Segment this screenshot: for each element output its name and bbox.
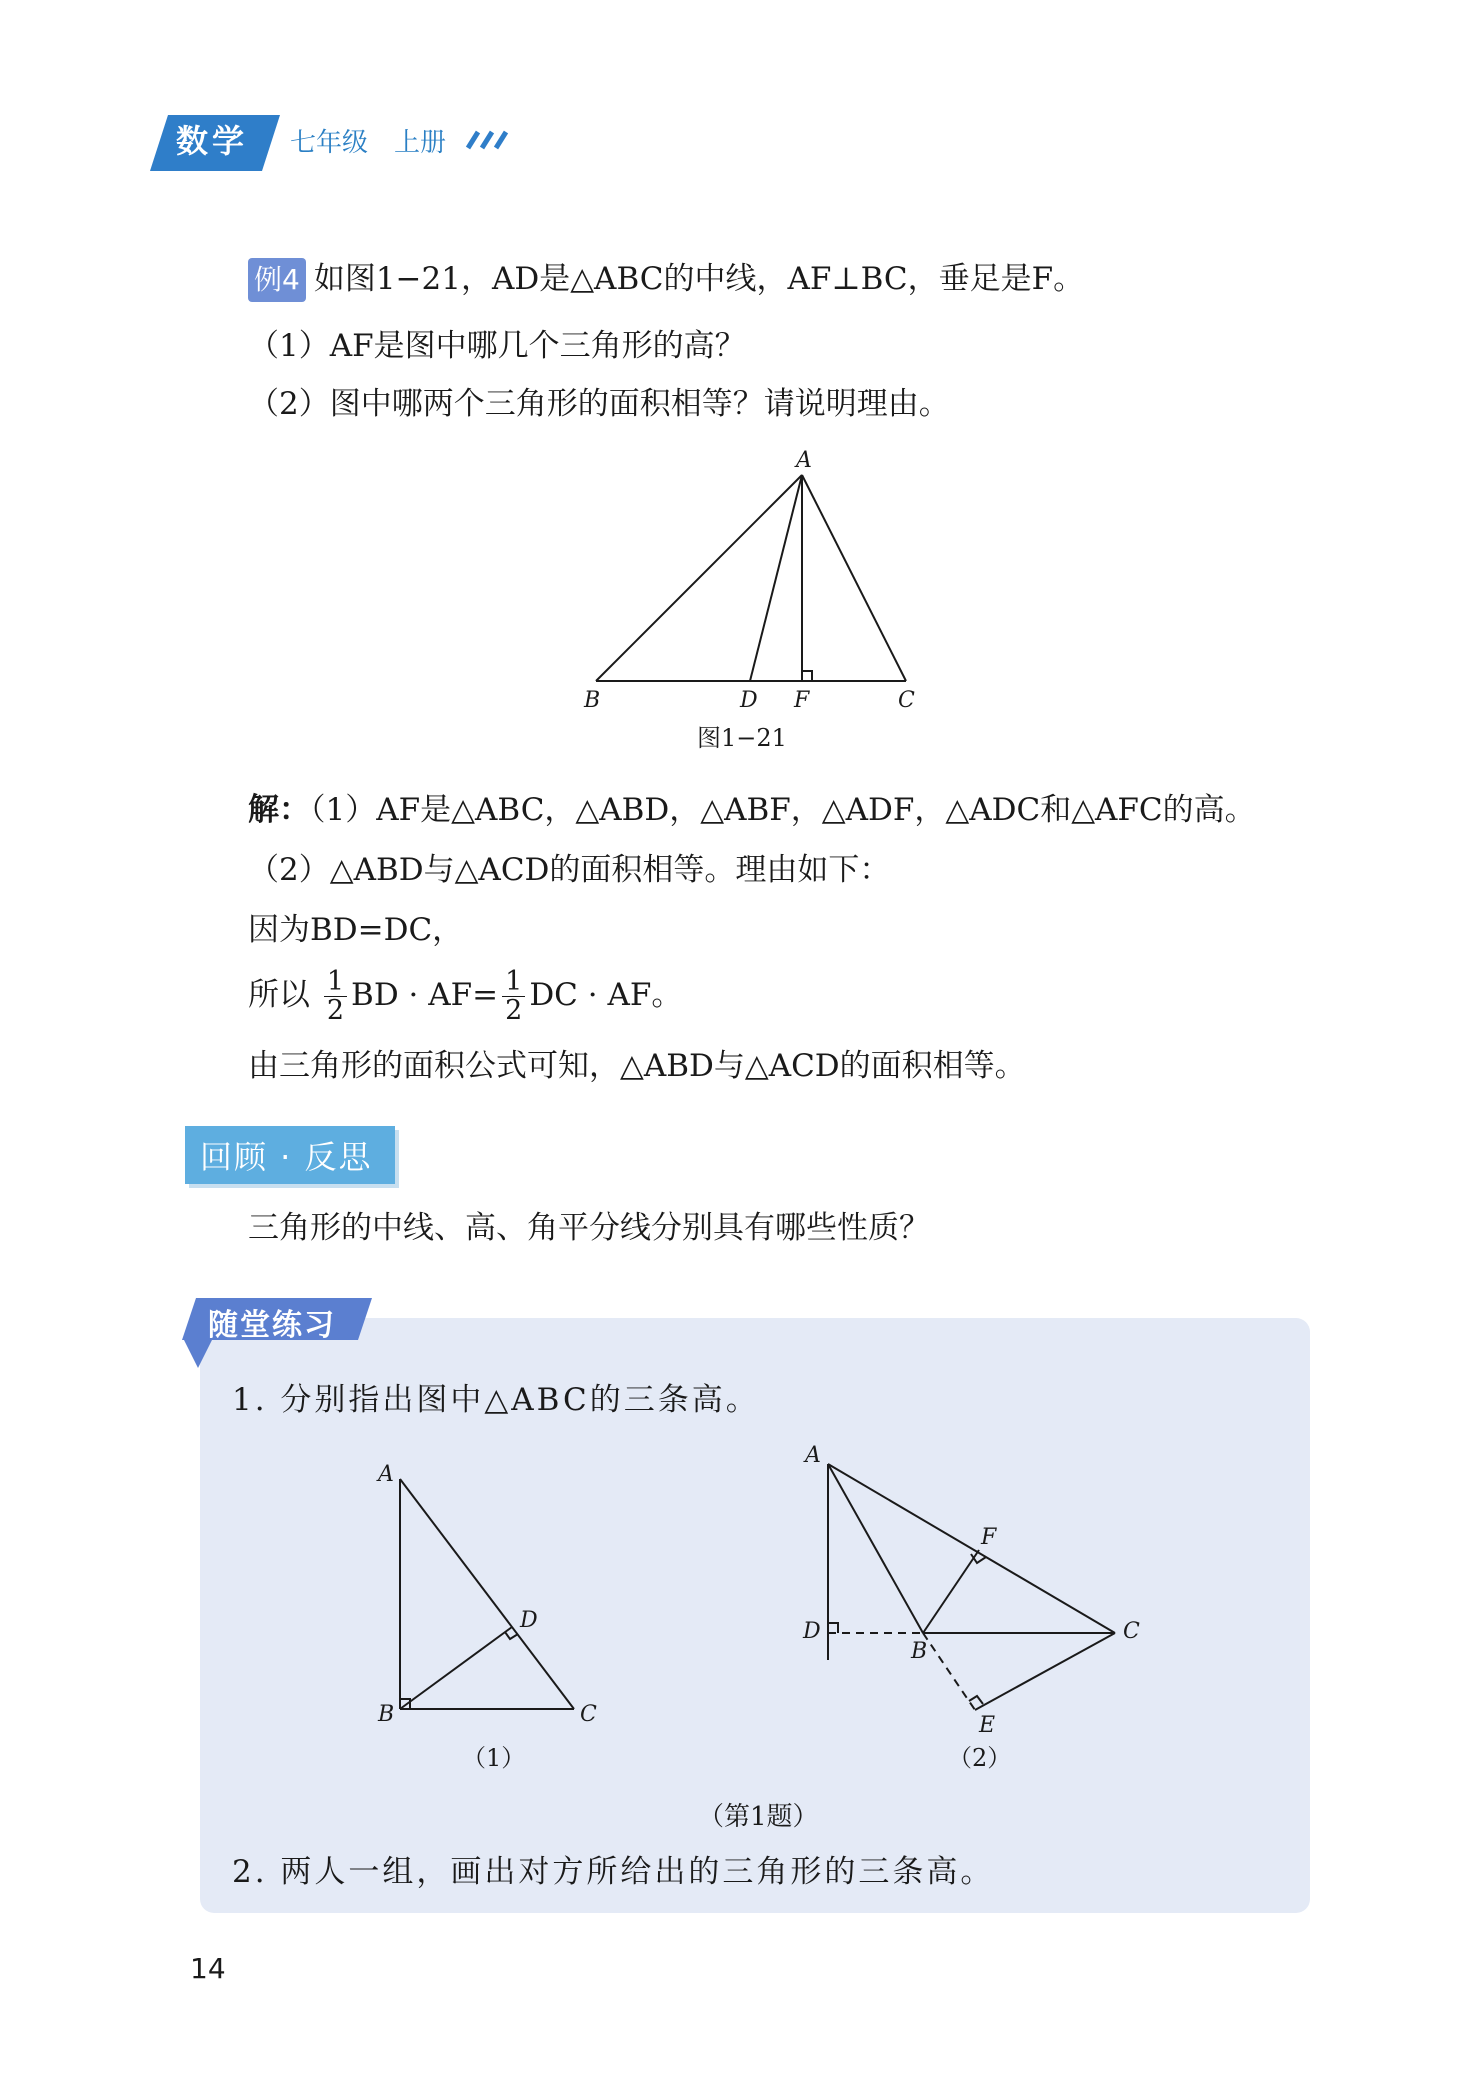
fig2-label-b: B <box>911 1639 928 1664</box>
fraction-2-num: 1 <box>502 968 525 997</box>
solution-line-4 <box>248 968 682 1025</box>
example-question-2: （2）图中哪两个三角形的面积相等？请说明理由。 <box>248 386 950 422</box>
segment-ad <box>750 475 802 681</box>
solution-line-2: （2）△ABD与△ACD的面积相等。理由如下： <box>248 852 891 888</box>
right-angle-mark <box>802 671 812 681</box>
figure-1-21 <box>570 445 930 725</box>
grade-volume <box>290 122 472 159</box>
volume-label: 上册 <box>394 128 447 158</box>
fig1-label-b: B <box>378 1702 395 1727</box>
fig2-label-e: E <box>979 1713 996 1738</box>
practice-title: 随堂练习 <box>208 1308 336 1343</box>
fig2-right-angle-d <box>828 1623 838 1633</box>
segment-ac <box>802 475 906 681</box>
label-f: F <box>794 688 810 713</box>
label-c: C <box>898 688 915 713</box>
fig1-label-d: D <box>520 1608 538 1633</box>
practice-figure-caption: （第1题） <box>698 1802 819 1832</box>
example-intro <box>248 258 1084 302</box>
fraction-2 <box>502 968 525 1025</box>
fig1-segment-ac <box>400 1479 574 1709</box>
solution-line-5: 由三角形的面积公式可知，△ABD与△ACD的面积相等。 <box>248 1048 1026 1084</box>
fig2-segment-bf <box>923 1550 979 1633</box>
practice-item-2: 2. 两人一组，画出对方所给出的三角形的三条高。 <box>232 1854 995 1890</box>
fig2-caption: （2） <box>948 1744 1012 1772</box>
solution-line-3: 因为BD=DC， <box>248 912 464 948</box>
fig2-label-d: D <box>803 1619 821 1644</box>
fig1-caption: （1） <box>462 1744 526 1772</box>
fig2-segment-be <box>923 1633 975 1710</box>
label-b: B <box>584 688 601 713</box>
figure-caption: 图1−21 <box>697 724 787 752</box>
fig2-segment-ab <box>828 1464 923 1633</box>
fraction-1 <box>324 968 347 1025</box>
subject-title: 数学 <box>176 122 249 160</box>
label-a: A <box>796 448 812 473</box>
practice-figure-1 <box>360 1455 610 1745</box>
example-intro-text: 如图1−21，AD是△ABC的中线，AF⊥BC，垂足是F。 <box>313 261 1085 297</box>
practice-figure-2 <box>795 1440 1155 1740</box>
solution-line-4-part1: BD · AF= <box>351 977 499 1013</box>
label-d: D <box>740 688 758 713</box>
review-title: 回顾 · 反思 <box>200 1138 373 1176</box>
fig2-segment-ac <box>828 1464 1115 1633</box>
segment-ab <box>596 475 802 681</box>
solution-label: 解： <box>248 792 310 828</box>
solution-line-1-text: （1）AF是△ABC，△ABD，△ABF，△ADF，△ADC和△AFC的高。 <box>310 792 1256 828</box>
fig2-label-c: C <box>1123 1619 1140 1644</box>
review-question: 三角形的中线、高、角平分线分别具有哪些性质？ <box>248 1210 930 1246</box>
solution-line-4-prefix: 所以 <box>248 977 310 1013</box>
fraction-1-num: 1 <box>324 968 347 997</box>
solution-line-4-part2: DC · AF。 <box>529 977 683 1013</box>
fig2-label-f: F <box>981 1525 997 1550</box>
example-tag: 例4 <box>248 258 306 302</box>
page-number: 14 <box>190 1952 226 1985</box>
fig1-label-a: A <box>378 1462 394 1487</box>
practice-item-1: 1. 分别指出图中△ABC的三条高。 <box>232 1382 760 1418</box>
fig2-segment-ce <box>975 1633 1115 1710</box>
fraction-2-den: 2 <box>505 995 523 1026</box>
fig1-segment-bd <box>400 1627 512 1709</box>
solution-line-1 <box>248 790 1256 830</box>
fig2-label-a: A <box>805 1443 821 1468</box>
grade-label: 七年级 <box>290 128 369 158</box>
example-question-1: （1）AF是图中哪几个三角形的高？ <box>248 328 746 364</box>
fraction-1-den: 2 <box>326 995 345 1026</box>
fig1-label-c: C <box>580 1702 597 1727</box>
decorative-slashes-icon <box>460 126 510 152</box>
